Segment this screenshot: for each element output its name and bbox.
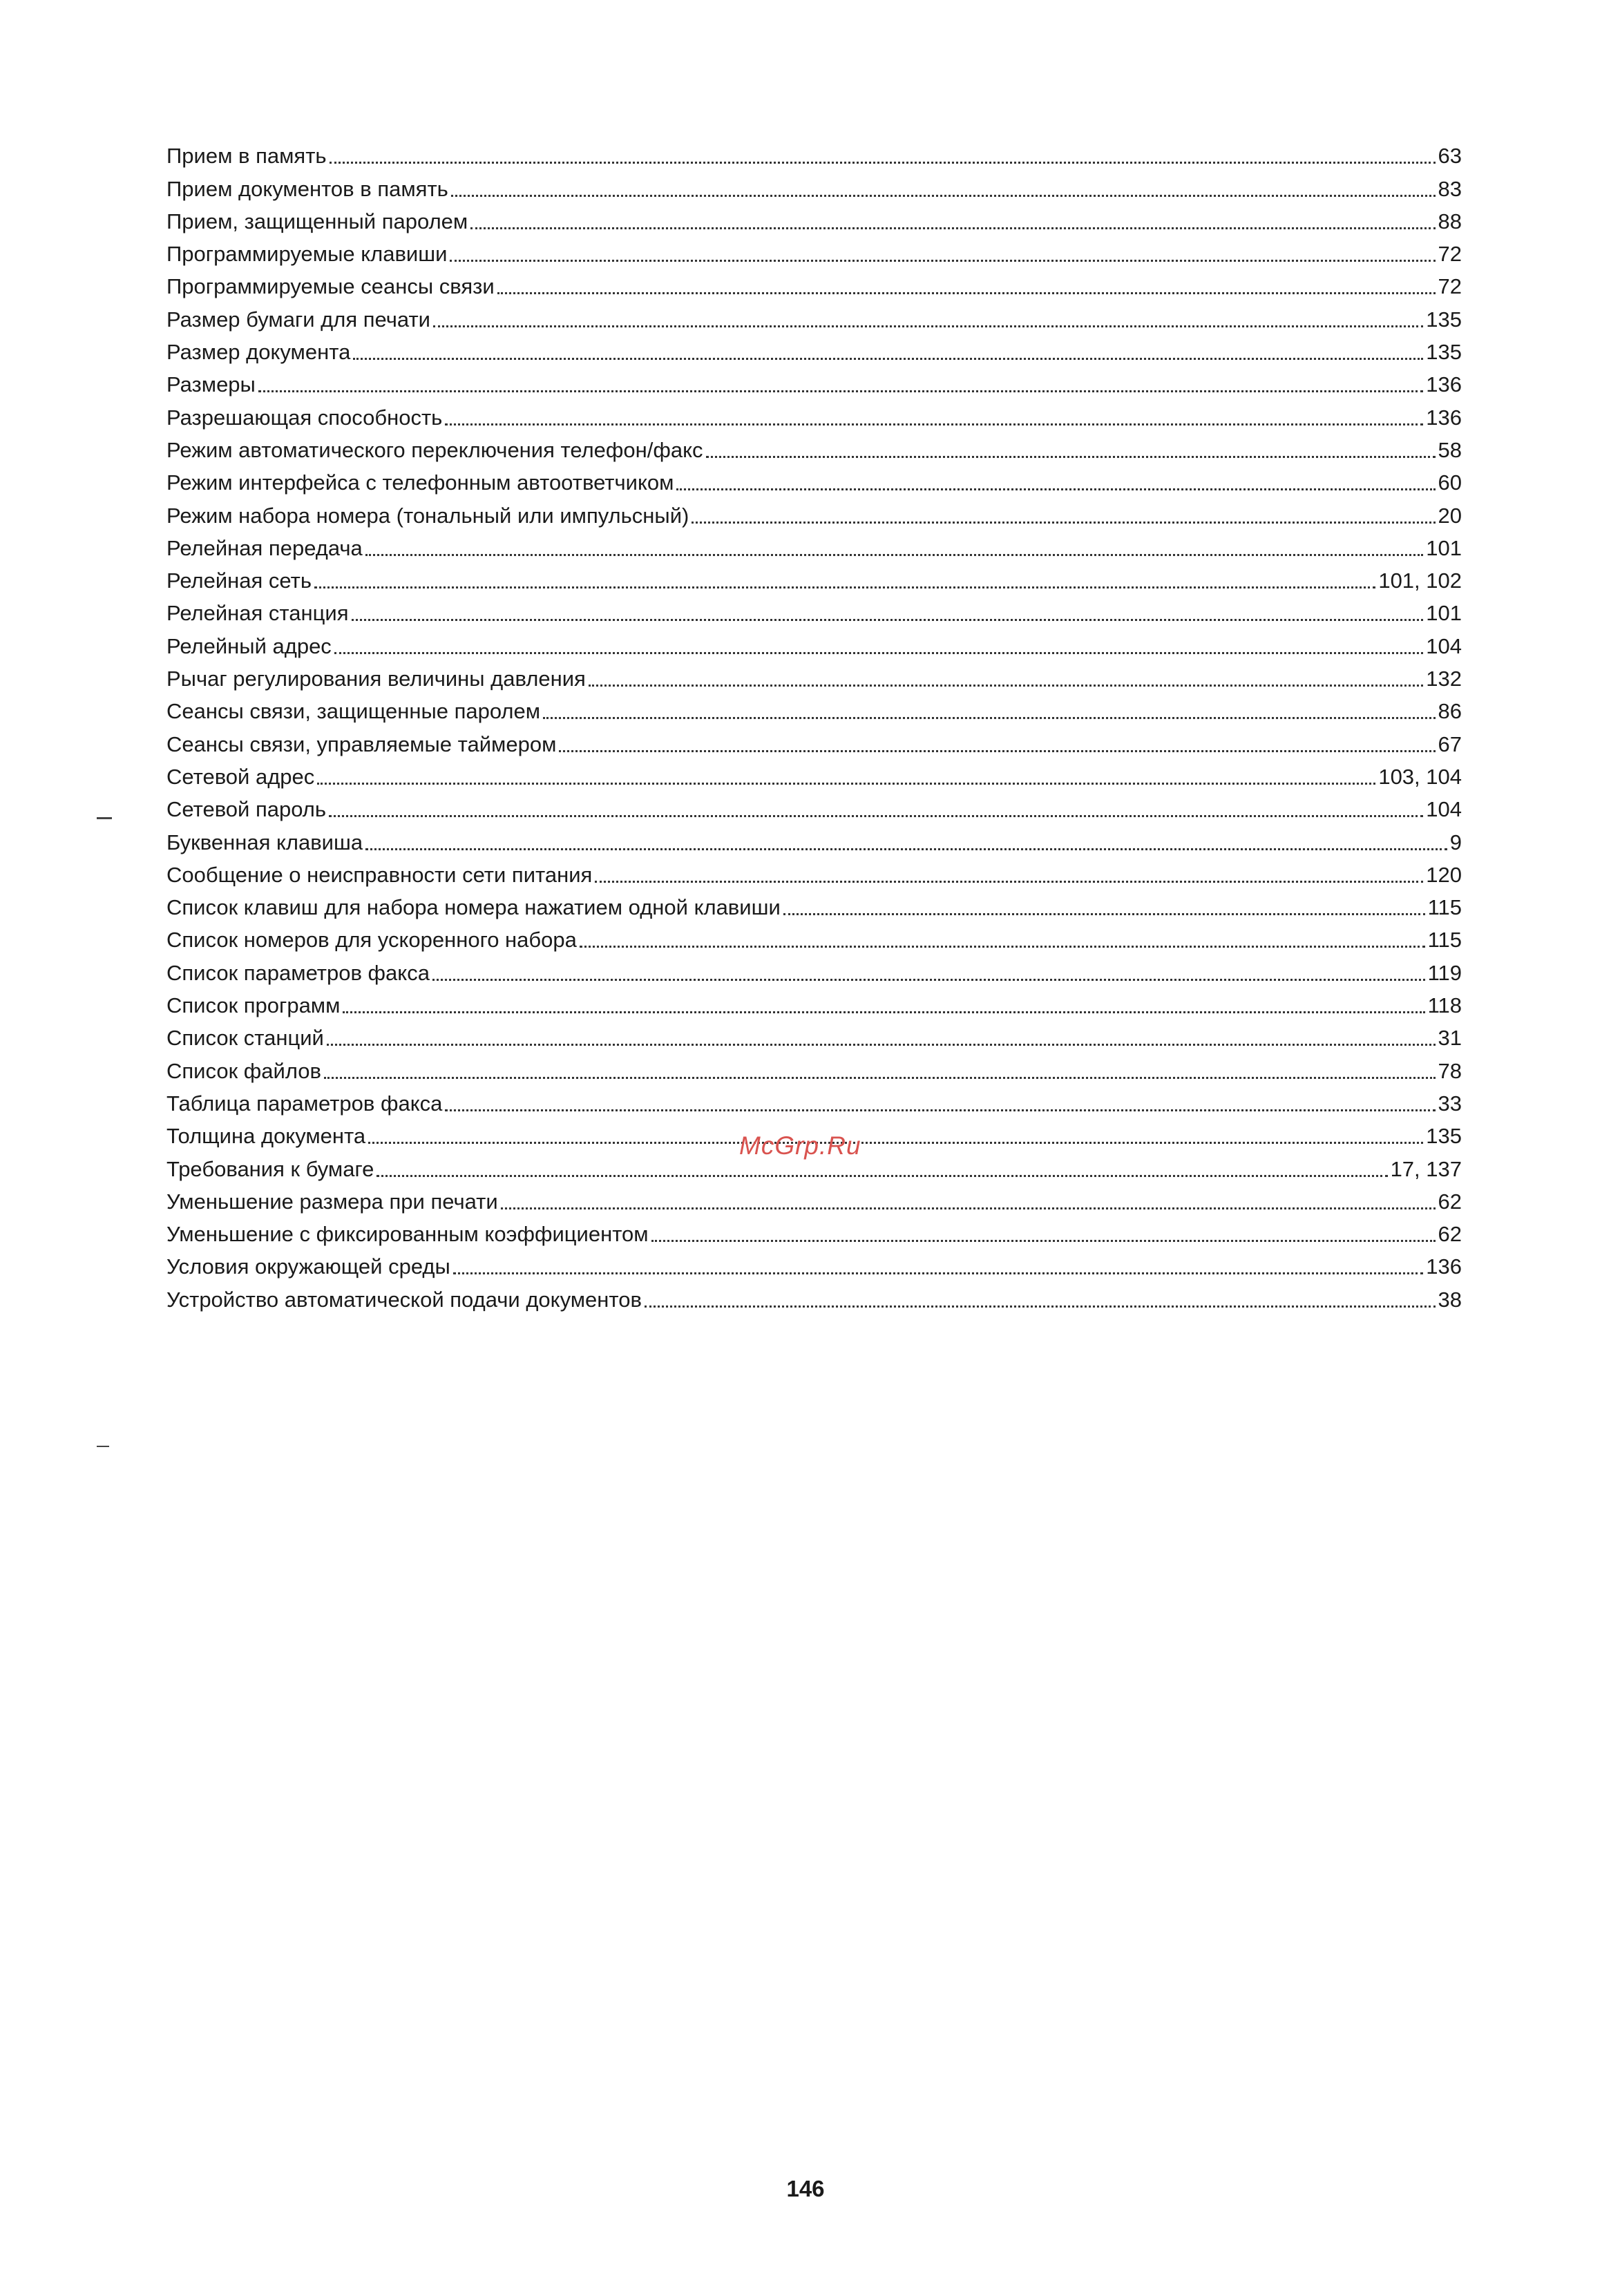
dot-leader [651, 1240, 1436, 1242]
index-entry [166, 627, 1462, 660]
index-entry [166, 954, 1462, 986]
index-page-numbers: 136 [1426, 1254, 1462, 1279]
index-entry [166, 464, 1462, 497]
index-term: Список параметров факса [166, 960, 430, 985]
dot-leader [445, 1109, 1435, 1111]
dot-leader [432, 979, 1425, 981]
index-page-numbers: 58 [1438, 437, 1462, 462]
index-entry [166, 366, 1462, 399]
dot-leader [314, 586, 1375, 589]
margin-mark [97, 1446, 109, 1447]
index-page-numbers: 101 [1426, 535, 1462, 560]
index-page-numbers: 135 [1426, 1124, 1462, 1149]
index-page-numbers: 78 [1438, 1058, 1462, 1083]
index-entry [166, 1085, 1462, 1118]
index-entry [166, 530, 1462, 562]
index-entry [166, 497, 1462, 529]
index-page-numbers: 62 [1438, 1222, 1462, 1247]
index-entry [166, 857, 1462, 889]
index-term: Сетевой пароль [166, 797, 327, 822]
index-entry [166, 236, 1462, 268]
index-page-numbers: 104 [1426, 797, 1462, 822]
dot-leader [368, 1142, 1423, 1144]
index-page-numbers: 72 [1438, 274, 1462, 299]
index-term: Список программ [166, 993, 341, 1018]
index-page-numbers: 135 [1426, 307, 1462, 332]
index-page-numbers: 101, 102 [1378, 568, 1462, 593]
index-term: Буквенная клавиша [166, 830, 363, 854]
dot-leader [589, 685, 1423, 687]
index-term: Список файлов [166, 1058, 321, 1083]
index-term: Сообщение о неисправности сети питания [166, 862, 593, 887]
dot-leader [445, 423, 1423, 425]
index-page-numbers: 118 [1427, 993, 1462, 1018]
index-entry [166, 758, 1462, 791]
index-term: Уменьшение с фиксированным коэффициентом [166, 1222, 649, 1247]
index-entry [166, 399, 1462, 431]
margin-mark [97, 817, 112, 819]
index-term: Требования к бумаге [166, 1156, 374, 1181]
index-entry [166, 562, 1462, 595]
index-term: Режим интерфейса с телефонным автоответчиком [166, 470, 674, 495]
dot-leader [453, 1272, 1424, 1274]
index-term: Размеры [166, 372, 256, 397]
index-term: Программируемые клавиши [166, 242, 448, 267]
index-entry [166, 693, 1462, 725]
index-term: Условия окружающей среды [166, 1254, 450, 1279]
index-term: Релейная станция [166, 601, 349, 626]
index-term: Релейный адрес [166, 633, 332, 658]
index-page-numbers: 88 [1438, 209, 1462, 233]
index-page-numbers: 38 [1438, 1287, 1462, 1312]
dot-leader [497, 292, 1436, 294]
index-page-numbers: 33 [1438, 1091, 1462, 1116]
index-page-numbers: 136 [1426, 372, 1462, 397]
dot-leader [365, 848, 1447, 850]
index-page-numbers: 115 [1427, 895, 1462, 920]
index-term: Размер документа [166, 340, 351, 365]
index-term: Размер бумаги для печати [166, 307, 430, 332]
dot-leader [334, 652, 1423, 654]
index-entry [166, 921, 1462, 954]
index-entry [166, 334, 1462, 366]
index-page-numbers: 63 [1438, 144, 1462, 169]
index-term: Разрешающая способность [166, 405, 443, 430]
index-page-numbers: 60 [1438, 470, 1462, 495]
dot-leader [352, 619, 1424, 621]
index-page-numbers: 132 [1426, 667, 1462, 691]
index-term: Список станций [166, 1026, 324, 1051]
index-term: Прием документов в память [166, 176, 448, 201]
index-term: Сетевой адрес [166, 764, 315, 789]
index-page-numbers: 9 [1449, 830, 1462, 854]
dot-leader [329, 815, 1423, 817]
index-entry [166, 1183, 1462, 1216]
dot-leader [353, 358, 1423, 360]
index-page-numbers: 67 [1438, 731, 1462, 756]
watermark: McGrp.Ru [739, 1131, 861, 1160]
dot-leader [706, 456, 1436, 458]
index-page-numbers: 72 [1438, 242, 1462, 267]
index-term: Релейная сеть [166, 568, 312, 593]
index-entry [166, 725, 1462, 758]
index-entry [166, 170, 1462, 202]
dot-leader [258, 390, 1423, 392]
index-term: Прием в память [166, 144, 327, 169]
index-page-numbers: 103, 104 [1378, 764, 1462, 789]
index-entry [166, 268, 1462, 300]
index-entry [166, 1281, 1462, 1313]
dot-leader [580, 946, 1425, 948]
dot-leader [559, 750, 1435, 752]
index-term: Список клавиш для набора номера нажатием одной клавиши [166, 895, 781, 920]
index-term: Режим набора номера (тональный или импульсный) [166, 503, 689, 528]
dot-leader [692, 522, 1435, 524]
index-entry [166, 1020, 1462, 1052]
index-page-numbers: 135 [1426, 340, 1462, 365]
index-page-numbers: 17, 137 [1390, 1156, 1462, 1181]
dot-leader [645, 1305, 1436, 1308]
index-term: Толщина документа [166, 1124, 366, 1149]
index-term: Прием, защищенный паролем [166, 209, 468, 233]
index-page-numbers: 119 [1427, 960, 1462, 985]
index-entry [166, 987, 1462, 1020]
index-term: Сеансы связи, управляемые таймером [166, 731, 557, 756]
dot-leader [343, 1011, 1424, 1013]
dot-leader [376, 1175, 1387, 1177]
index-page-numbers: 120 [1426, 862, 1462, 887]
index-page-numbers: 115 [1427, 928, 1462, 953]
index-entry [166, 203, 1462, 236]
index-entry [166, 791, 1462, 823]
index-term: Программируемые сеансы связи [166, 274, 495, 299]
dot-leader [365, 554, 1423, 556]
dot-leader [451, 195, 1436, 197]
index-term: Список номеров для ускоренного набора [166, 928, 577, 953]
index-page-numbers: 136 [1426, 405, 1462, 430]
index-term: Устройство автоматической подачи документов [166, 1287, 642, 1312]
index-entry [166, 137, 1462, 170]
index-page-numbers: 104 [1426, 633, 1462, 658]
dot-leader [317, 783, 1375, 785]
index-term: Таблица параметров факса [166, 1091, 443, 1116]
index-term: Рычаг регулирования величины давления [166, 667, 586, 691]
dot-leader [433, 325, 1423, 327]
dot-leader [783, 913, 1425, 915]
index-page-numbers: 86 [1438, 699, 1462, 724]
dot-leader [450, 260, 1435, 262]
dot-leader [501, 1207, 1436, 1209]
index-entry [166, 432, 1462, 464]
index-entry [166, 1052, 1462, 1084]
index-entry [166, 823, 1462, 856]
index-entry [166, 660, 1462, 693]
dot-leader [543, 717, 1435, 719]
dot-leader [595, 881, 1423, 883]
index-page-numbers: 101 [1426, 601, 1462, 626]
index-page-numbers: 31 [1438, 1026, 1462, 1051]
index-term: Уменьшение размера при печати [166, 1189, 498, 1214]
index-entry [166, 1248, 1462, 1281]
index-page-numbers: 20 [1438, 503, 1462, 528]
index-term: Сеансы связи, защищенные паролем [166, 699, 541, 724]
index-entry [166, 595, 1462, 627]
index-term: Релейная передача [166, 535, 363, 560]
dot-leader [470, 227, 1435, 229]
index-entry [166, 300, 1462, 333]
index-entry [166, 889, 1462, 921]
dot-leader [324, 1077, 1436, 1079]
dot-leader [676, 488, 1435, 490]
index-term: Режим автоматического переключения телефон/факс [166, 437, 703, 462]
dot-leader [327, 1044, 1436, 1046]
index-page-numbers: 62 [1438, 1189, 1462, 1214]
page-number: 146 [786, 2176, 825, 2201]
dot-leader [330, 162, 1436, 164]
index-entry [166, 1216, 1462, 1248]
index-page-numbers: 83 [1438, 176, 1462, 201]
